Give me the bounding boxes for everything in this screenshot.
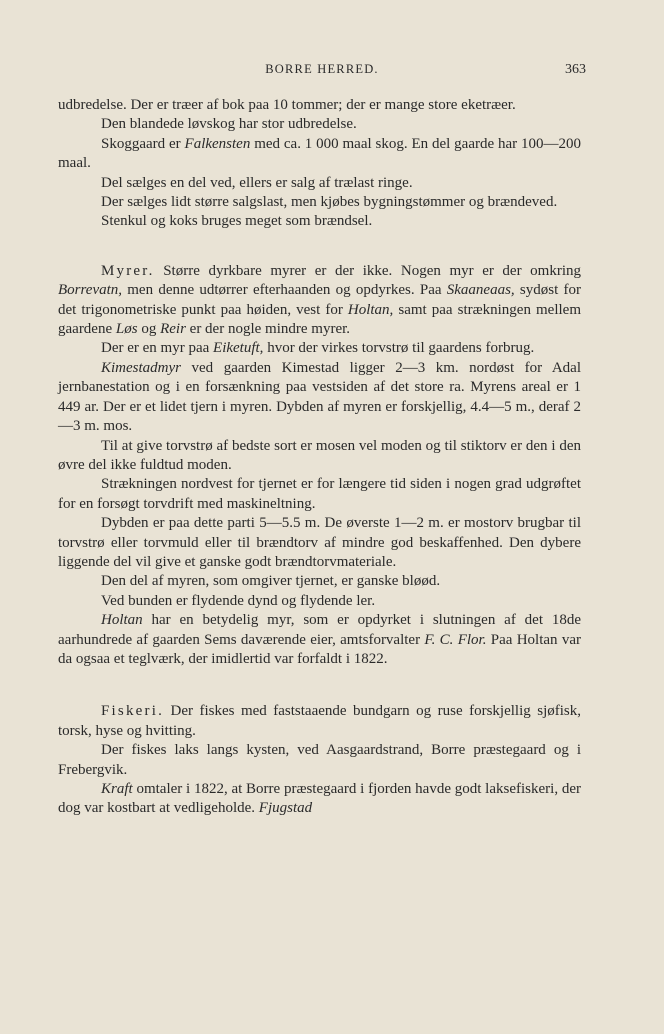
paragraph-p11 — [58, 475, 581, 514]
paragraph-p4 — [58, 174, 581, 193]
text-run: Den blandede løvskog har stor udbredelse. — [101, 116, 357, 133]
italic-term: Kraft — [101, 781, 133, 797]
text-run: Der fiskes laks langs kysten, ved Aasgaardstrand, Borre præstegaard og i Frebergvik. — [58, 742, 581, 778]
italic-term: Holtan — [101, 612, 143, 629]
text-run: Der er en myr paa — [101, 340, 214, 357]
text-run: samt paa strækningen mellem gaardene — [58, 301, 581, 338]
italic-term: Falkensten — [184, 135, 251, 152]
italic-term: Skaaneaas, — [446, 282, 515, 299]
text-run: udbredelse. Der er træer af bok paa 10 tommer; der er mange store eketræer. — [58, 97, 516, 113]
text-run: Del sælges en del ved, ellers er salg af trælast ringe. — [101, 174, 413, 191]
section-heading: Fiskeri. — [101, 703, 165, 720]
paragraph-p13 — [58, 572, 581, 591]
section-gap — [58, 232, 581, 262]
paragraph-p7 — [58, 262, 581, 340]
text-run: Større dyrkbare myrer er der ikke. Nogen myr er der omkring — [154, 262, 581, 279]
text-run: hvor der virkes torvstrø til gaardens forbrug. — [263, 340, 535, 357]
text-run: men denne udtørrer efterhaanden og opdyrkes. Paa — [122, 282, 447, 299]
text-run: omtaler i 1822, at Borre præstegaard i fjorden havde godt laksefiskeri, der dog var kostbart at vedligeholde. — [58, 781, 581, 817]
paragraph-p5 — [58, 193, 581, 212]
text-run: Ved bunden er flydende dynd og flydende ler. — [101, 592, 376, 609]
paragraph-p16 — [58, 702, 581, 741]
paragraph-p15 — [58, 611, 581, 669]
paragraph-p1 — [58, 96, 581, 115]
italic-term: Eiketuft, — [213, 340, 264, 357]
italic-term: Fjugstad — [258, 800, 313, 817]
italic-term: Kimestadmyr — [101, 359, 181, 376]
body-text — [58, 96, 581, 819]
text-run: Stenkul og koks bruges meget som brændsel. — [101, 213, 373, 230]
page-number: 363 — [565, 62, 586, 77]
paragraph-p18 — [58, 780, 581, 819]
italic-term: Løs — [115, 321, 138, 338]
italic-term: Borrevatn, — [58, 282, 123, 299]
paragraph-p10 — [58, 437, 581, 476]
running-header — [58, 62, 586, 82]
text-run: Dybden er paa dette parti 5—5.5 m. De øverste 1—2 m. er mostorv brugbar til torvstrø eller torvmuld eller til brændtorv af mindre god beskaffenhed. Den dybere liggende del vil give et ganske godt brændtorvmateriale. — [58, 515, 581, 570]
text-run: Skoggaard er — [101, 135, 185, 152]
text-run: sydøst for det trigonometriske punkt paa høiden, vest for — [58, 282, 581, 318]
paragraph-p2 — [58, 115, 581, 134]
text-run: Der fiskes med faststaaende bundgarn og ruse forskjellig sjøfisk, torsk, hyse og hvitting. — [58, 703, 581, 739]
italic-term: Holtan, — [347, 301, 394, 318]
paragraph-p9 — [58, 359, 581, 437]
paragraph-p17 — [58, 741, 581, 780]
text-run: Til at give torvstrø af bedste sort er mosen vel moden og til stiktorv er den i den øvre del ikke fuldtud moden. — [58, 437, 581, 473]
paragraph-p3 — [58, 135, 581, 174]
paragraph-p14 — [58, 592, 581, 611]
text-run: Strækningen nordvest for tjernet er for længere tid siden i nogen grad udgrøftet for en forsøgt torvdrift med maskineltning. — [58, 476, 581, 512]
text-run: Den del af myren, som omgiver tjernet, er ganske bløød. — [101, 573, 441, 590]
running-title: BORRE HERRED. — [265, 62, 379, 76]
text-run: med ca. 1 000 maal skog. En del gaarde har 100—200 maal. — [58, 135, 581, 172]
italic-term: F. C. Flor. — [424, 631, 487, 648]
text-run: er der nogle mindre myrer. — [185, 321, 351, 338]
paragraph-p6 — [58, 212, 581, 231]
section-heading: Myrer. — [101, 262, 155, 279]
paragraph-p12 — [58, 514, 581, 572]
italic-term: Reir — [160, 321, 186, 338]
text-run: har en betydelig myr, som er opdyrket i slutningen af det 18de aarhundrede af gaarden Sems daværende eier, amtsforvalter — [58, 612, 581, 648]
text-run: og — [137, 321, 161, 338]
section-gap — [58, 669, 581, 702]
text-run: ved gaarden Kimestad ligger 2—3 km. nordøst for Adal jernbanestation og i en forsænkning paa vestsiden af det store ra. Myrens areal er 1 449 ar. Der er et lidet tjern i myren. Dybden af myren er forskjellig, 4.4—5 m., deraf 2—3 m. mos. — [58, 359, 581, 435]
text-run: Paa Holtan var da ogsaa et teglværk, der imidlertid var forfaldt i 1822. — [58, 631, 581, 667]
text-run: Der sælges lidt større salgslast, men kjøbes bygningstømmer og brændeved. — [101, 194, 558, 211]
paragraph-p8 — [58, 339, 581, 358]
